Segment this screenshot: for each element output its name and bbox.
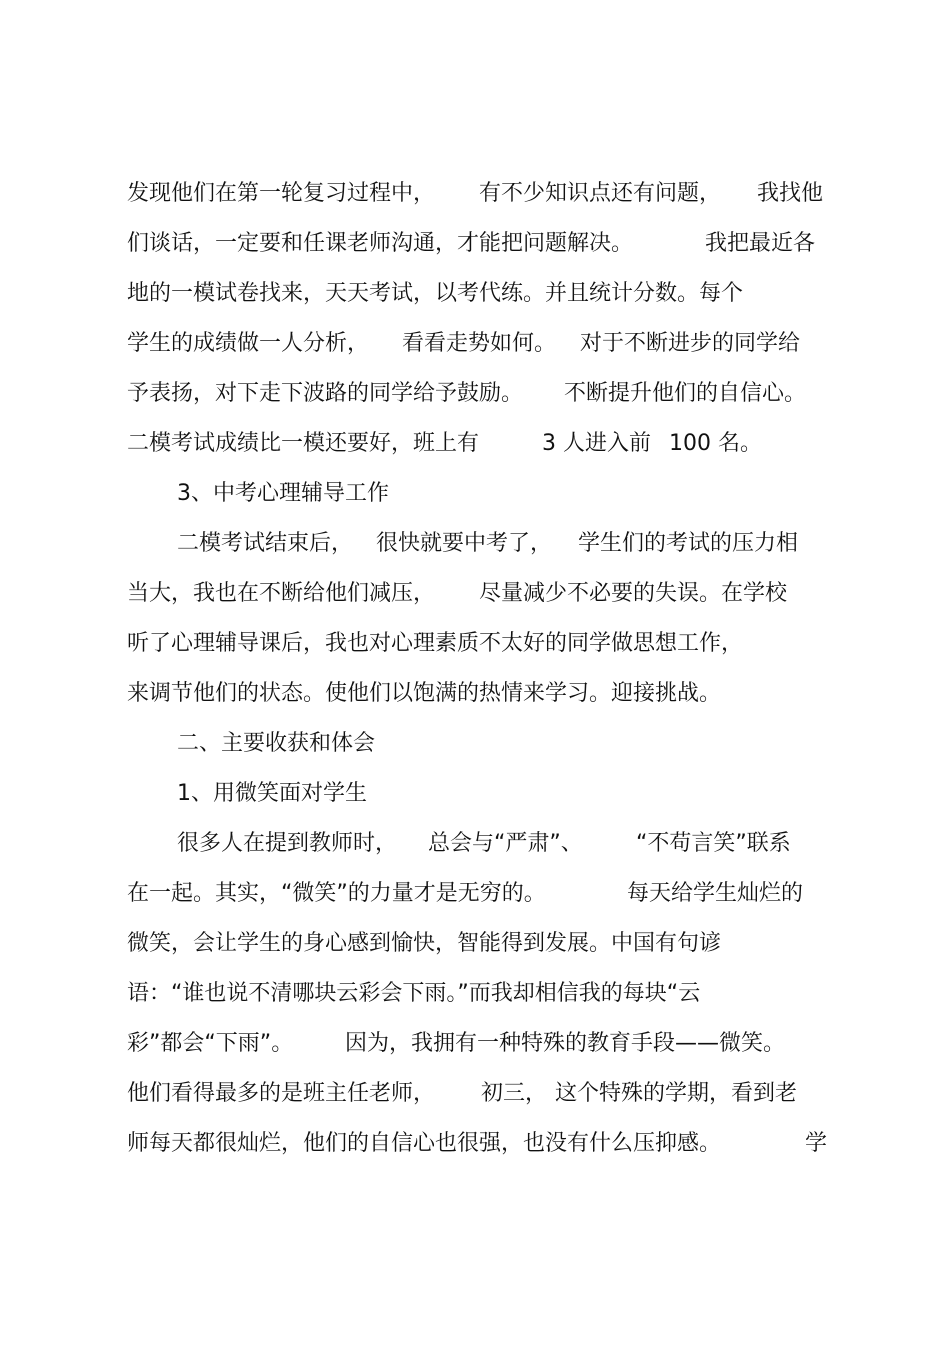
text-segment: 在一起。其实，“微笑”的力量才是无穷的。 bbox=[127, 881, 546, 906]
text-line-9 bbox=[0, 574, 950, 614]
text-line-17 bbox=[0, 974, 950, 1014]
text-segment: 有不少知识点还有问题， bbox=[479, 181, 722, 206]
text-line-11 bbox=[0, 674, 950, 714]
text-line-10 bbox=[0, 624, 950, 664]
text-segment: 发现他们在第一轮复习过程中， bbox=[127, 181, 436, 206]
heading-smile-to-students bbox=[0, 774, 950, 814]
text-segment: 微笑，会让学生的身心感到愉快，智能得到发展。中国有句谚 bbox=[127, 931, 722, 956]
text-segment: “不苟言笑”联系 bbox=[636, 831, 791, 856]
text-segment: 学生们的考试的压力相 bbox=[578, 531, 799, 556]
text-segment: 总会与“严肃”、 bbox=[428, 831, 583, 856]
text-segment: 二、主要收获和体会 bbox=[177, 731, 376, 756]
text-segment: 尽量减少不必要的失误。在学校 bbox=[479, 581, 788, 606]
text-segment: 学 bbox=[805, 1131, 828, 1156]
text-segment: 听了心理辅导课后，我也对心理素质不太好的同学做思想工作， bbox=[127, 631, 744, 656]
text-segment: 地的一模试卷找来，天天考试，以考代练。并且统计分数。每个 bbox=[127, 281, 744, 306]
text-segment: 当大，我也在不断给他们减压， bbox=[127, 581, 436, 606]
heading-main-gains bbox=[0, 724, 950, 764]
heading-psychological-counseling bbox=[0, 474, 950, 514]
text-segment: 我找他 bbox=[757, 181, 824, 206]
text-line-16 bbox=[0, 924, 950, 964]
text-segment: 3、中考心理辅导工作 bbox=[177, 481, 389, 506]
text-segment: 二模考试结束后， bbox=[177, 531, 354, 556]
text-segment: 学生的成绩做一人分析， bbox=[127, 331, 370, 356]
text-segment: 不断提升他们的自信心。 bbox=[564, 381, 807, 406]
text-segment: 3 人进入前 bbox=[542, 431, 651, 456]
text-segment: 对于不断进步的同学给 bbox=[580, 331, 801, 356]
text-line-4 bbox=[0, 324, 950, 364]
text-line-8 bbox=[0, 524, 950, 564]
text-segment: 二模考试成绩比一模还要好，班上有 bbox=[127, 431, 480, 456]
text-line-15 bbox=[0, 874, 950, 914]
text-segment: 每天给学生灿烂的 bbox=[627, 881, 804, 906]
text-segment: 100 名。 bbox=[669, 431, 762, 456]
text-line-14 bbox=[0, 824, 950, 864]
text-line-19 bbox=[0, 1074, 950, 1114]
text-segment: 因为，我拥有一种特殊的教育手段——微笑。 bbox=[345, 1031, 786, 1056]
text-segment: 看看走势如何。 bbox=[402, 331, 557, 356]
text-line-3 bbox=[0, 274, 950, 314]
text-segment: 来调节他们的状态。使他们以饱满的热情来学习。迎接挑战。 bbox=[127, 681, 722, 706]
text-segment: 初三， bbox=[481, 1081, 548, 1106]
text-segment: 他们看得最多的是班主任老师， bbox=[127, 1081, 436, 1106]
text-segment: 们谈话，一定要和任课老师沟通，才能把问题解决。 bbox=[127, 231, 634, 256]
text-segment: 我把最近各 bbox=[705, 231, 816, 256]
text-segment: 1、用微笑面对学生 bbox=[177, 781, 367, 806]
text-line-1 bbox=[0, 174, 950, 214]
text-line-18 bbox=[0, 1024, 950, 1064]
text-line-20 bbox=[0, 1124, 950, 1164]
text-segment: 予表扬，对下走下波路的同学给予鼓励。 bbox=[127, 381, 524, 406]
text-line-2 bbox=[0, 224, 950, 264]
text-segment: 师每天都很灿烂，他们的自信心也很强，也没有什么压抑感。 bbox=[127, 1131, 722, 1156]
text-line-5 bbox=[0, 374, 950, 414]
text-segment: 彩”都会“下雨”。 bbox=[127, 1031, 294, 1056]
text-line-6 bbox=[0, 424, 950, 464]
text-segment: 这个特殊的学期，看到老 bbox=[555, 1081, 798, 1106]
text-segment: 很快就要中考了， bbox=[376, 531, 553, 556]
text-segment: 很多人在提到教师时， bbox=[177, 831, 398, 856]
text-segment: 语：“谁也说不清哪块云彩会下雨。”而我却相信我的每块“云 bbox=[127, 981, 701, 1006]
